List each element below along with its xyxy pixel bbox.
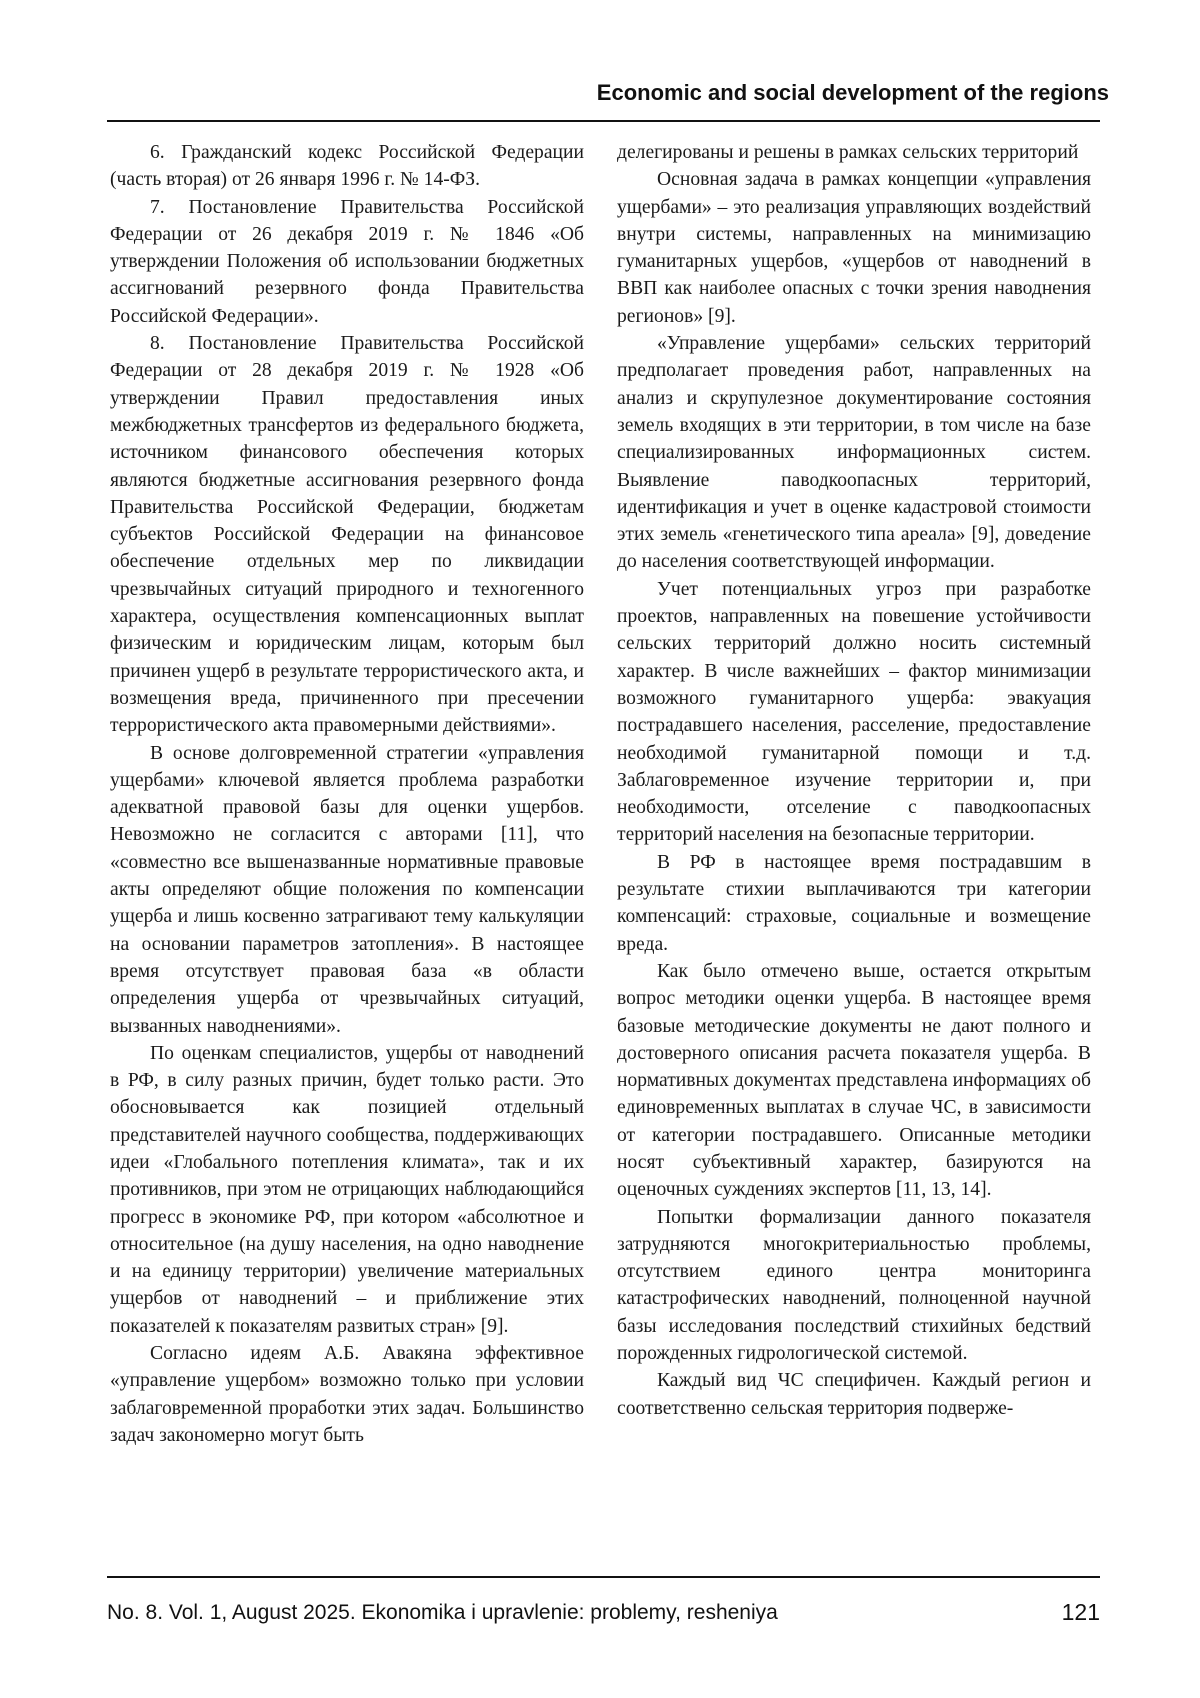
body-paragraph: «Управление ущербами» сельских территорий предполагает проведения работ, направленных на анализ и скрупулезное документирование состояния земель входящих в эти территории, в том числе на базе специализированных информационных систем. Выявление паводкоопасных территорий, идентификация и учет в оценке кадастровой стоимости этих земель «генетического типа ареала» [9], доведение до населения соответствующей информации.: [617, 333, 1091, 573]
body-paragraph: Попытки формализации данного показателя затрудняются многокритериальностью проблемы, отсутствием единого центра мониторинга катастрофических наводнений, полноценной научной базы исследования последствий стихийных бедствий порожденных гидрологической системой.: [617, 1206, 1091, 1365]
body-paragraph: В основе долговременной стратегии «управления ущербами» ключевой является проблема разработки адекватной правовой базы для оценки ущербов. Невозможно не согласится с авторами [11], что «совместно все вышеназванные нормативные правовые акты определяют общие положения по компенсации ущерба и лишь косвенно затрагивают тему калькуляции на основании параметров затопления». В настоящее время отсутствует правовая база «в области определения ущерба от чрезвычайных ситуаций, вызванных наводнениями».: [110, 742, 584, 1037]
footer-rule: [107, 1576, 1100, 1578]
body-paragraph: По оценкам специалистов, ущербы от наводнений в РФ, в силу разных причин, будет только расти. Это обосновывается как позицией отдельный представителей научного сообщества, поддерживающих идеи «Глобального потепления климата», так и их противников, при этом не отрицающих наблюдающийся прогресс в экономике РФ, при котором «абсолютное и относительное (на душу населения, на одно наводнение и на единицу территории) увеличение материальных ущербов от наводнений – и приближение этих показателей к показателям развитых стран» [9].: [110, 1042, 584, 1337]
page-number: 121: [1061, 1599, 1100, 1625]
body-paragraph: В РФ в настоящее время пострадавшим в результате стихии выплачиваются три категории компенсаций: страховые, социальные и возмещение вреда.: [617, 851, 1091, 955]
body-paragraph: Основная задача в рамках концепции «управления ущербами» – это реализация управляющих воздействий внутри системы, направленных на минимизацию гуманитарных ущербов, «ущербов от наводнений в ВВП как наиболее опасных с точки зрения наводнения регионов» [9].: [617, 169, 1091, 327]
reference-item: 8. Постановление Правительства Российской Федерации от 28 декабря 2019 г. № 1928 «Об утверждении Правил предоставления иных межбюджетных трансфертов из федерального бюджета, источником финансового обеспечения которых являются бюджетные ассигнования резервного фонда Правительства Российской Федерации, бюджетам субъектов Российской Федерации на финансовое обеспечение отдельных мер по ликвидации чрезвычайных ситуаций природного и техногенного характера, осуществления компенсационных выплат физическим и юридическим лицам, которым был причинен ущерб в результате террористического акта, и возмещения вреда, причиненного при пресечении террористического акта правомерными действиями».: [110, 333, 584, 737]
reference-item: 6. Гражданский кодекс Российской Федерации (часть вторая) от 26 января 1996 г. № 14-ФЗ.: [110, 142, 584, 191]
left-column: [110, 139, 584, 1449]
body-paragraph-continued: делегированы и решены в рамках сельских территорий: [617, 142, 1079, 163]
body-paragraph: Согласно идеям А.Б. Авакяна эффективное «управление ущербом» возможно только при условии заблаговременной проработки этих задач. Большинство задач закономерно могут быть: [110, 1343, 584, 1446]
footer-citation: No. 8. Vol. 1, August 2025. Ekonomika i upravlenie: problemy, resheniya: [107, 1601, 778, 1624]
reference-item: 7. Постановление Правительства Российской Федерации от 26 декабря 2019 г. № 1846 «Об утверждении Положения об использовании бюджетных ассигнований резервного фонда Правительства Российской Федерации».: [110, 196, 584, 327]
header-rule: [107, 120, 1100, 122]
body-paragraph: Учет потенциальных угроз при разработке проектов, направленных на повешение устойчивости сельских территорий должно носить системный характер. В числе важнейших – фактор минимизации возможного гуманитарного ущерба: эвакуация пострадавшего населения, расселение, предоставление необходимой гуманитарной помощи и т.д. Заблаговременное изучение территории и, при необходимости, отселение с паводкоопасных территорий населения на безопасные территории.: [617, 578, 1091, 846]
right-column: [617, 139, 1091, 1422]
body-paragraph: Как было отмечено выше, остается открытым вопрос методики оценки ущерба. В настоящее время базовые методические документы не дают полного и достоверного описания расчета показателя ущерба. В нормативных документах представлена информациях об единовременных выплатах в случае ЧС, в зависимости от категории пострадавшего. Описанные методики носят субъективный характер, базируются на оценочных суждениях экспертов [11, 13, 14].: [617, 960, 1092, 1201]
running-header-title: Economic and social development of the regions: [596, 80, 1109, 105]
body-paragraph: Каждый вид ЧС специфичен. Каждый регион и соответственно сельская территория подверже-: [617, 1370, 1091, 1419]
